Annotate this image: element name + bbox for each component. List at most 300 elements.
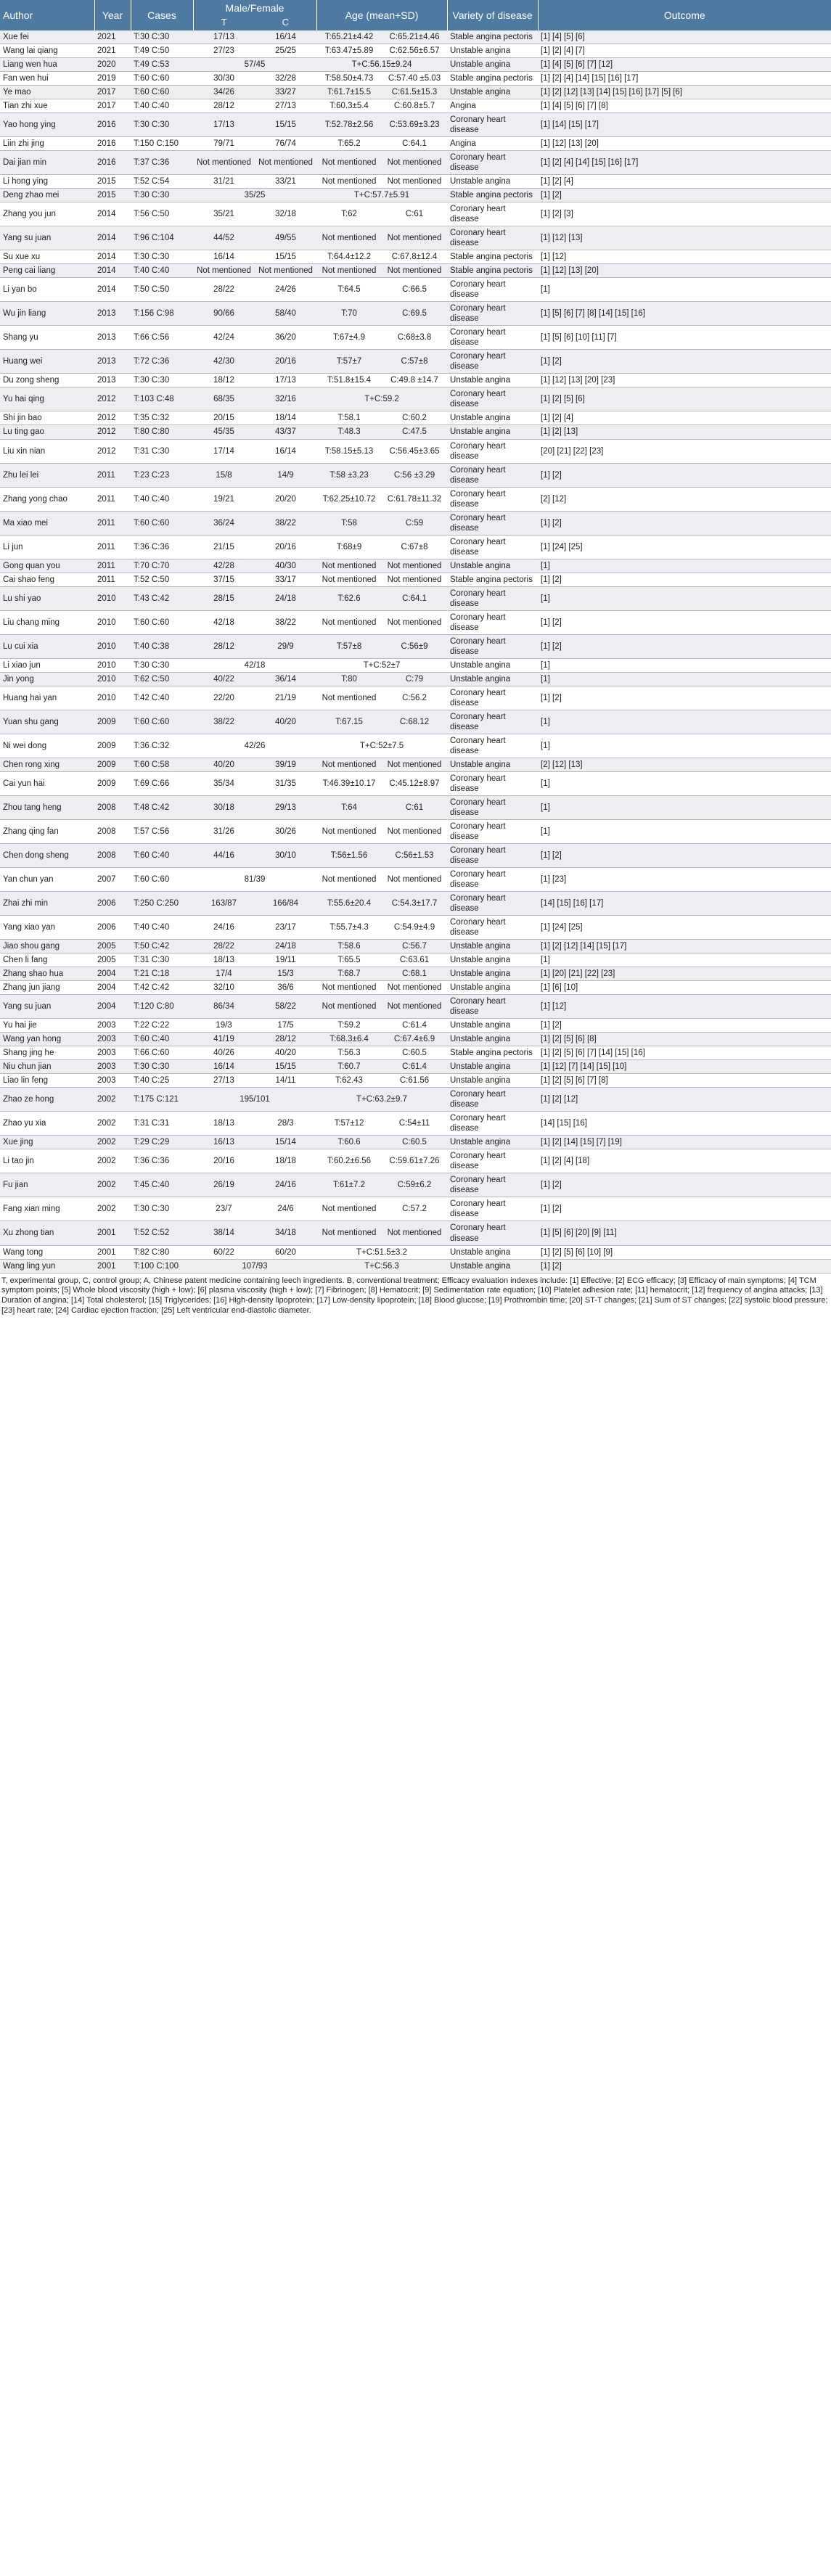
cell-variety: Unstable angina	[447, 658, 538, 672]
cell-age: T+C:63.2±9.7	[316, 1088, 447, 1112]
table-row	[0, 175, 831, 189]
cell-age-t: T:64	[316, 795, 382, 819]
cell-male-female-c: 28/3	[255, 1112, 316, 1136]
cell-cases: T:103 C:48	[131, 387, 193, 411]
cell-male-female-t: 41/19	[193, 1033, 255, 1046]
cell-age-c: C:79	[382, 672, 447, 686]
cell-male-female-t: 17/4	[193, 967, 255, 981]
cell-male-female-t: 19/21	[193, 487, 255, 511]
cell-year: 2020	[94, 58, 131, 72]
cell-author: Wang tong	[0, 1245, 94, 1259]
cell-male-female-t: 45/35	[193, 425, 255, 439]
cell-variety: Coronary heart disease	[447, 586, 538, 610]
cell-variety: Stable angina pectoris	[447, 30, 538, 44]
cell-cases: T:30 C:30	[131, 113, 193, 137]
cell-age-t: T:63.47±5.89	[316, 44, 382, 58]
cell-cases: T:52 C:50	[131, 573, 193, 586]
cell-author: Yang su juan	[0, 226, 94, 250]
cell-outcome: [1] [2]	[538, 189, 831, 202]
cell-variety: Unstable angina	[447, 967, 538, 981]
cell-cases: T:36 C:32	[131, 734, 193, 758]
cell-year: 2007	[94, 868, 131, 892]
cell-cases: T:100 C:100	[131, 1259, 193, 1273]
cell-age-c: C:60.5	[382, 1046, 447, 1060]
cell-year: 2012	[94, 425, 131, 439]
cell-author: Tian zhi xue	[0, 99, 94, 113]
cell-cases: T:36 C:36	[131, 535, 193, 559]
cell-author: Li tao jin	[0, 1149, 94, 1173]
cell-outcome: [1]	[538, 559, 831, 573]
cell-male-female-t: Not mentioned	[193, 264, 255, 278]
cell-male-female-t: 27/23	[193, 44, 255, 58]
cell-age-c: Not mentioned	[382, 226, 447, 250]
cell-age-t: T:62	[316, 202, 382, 226]
cell-male-female-t: 16/14	[193, 1060, 255, 1074]
cell-male-female-t: Not mentioned	[193, 151, 255, 175]
cell-year: 2002	[94, 1197, 131, 1221]
cell-age-c: C:57.2	[382, 1197, 447, 1221]
table-row	[0, 1046, 831, 1060]
table-row	[0, 58, 831, 72]
cell-cases: T:66 C:56	[131, 326, 193, 350]
cell-author: Liao lin feng	[0, 1074, 94, 1088]
cell-age-c: C:56 ±3.29	[382, 463, 447, 487]
cell-year: 2010	[94, 610, 131, 634]
cell-author: Niu chun jian	[0, 1060, 94, 1074]
cell-age-t: Not mentioned	[316, 995, 382, 1019]
cell-variety: Coronary heart disease	[447, 439, 538, 463]
cell-male-female-t: 79/71	[193, 137, 255, 151]
cell-variety: Unstable angina	[447, 953, 538, 967]
cell-male-female-t: 35/34	[193, 771, 255, 795]
cell-male-female-c: 32/16	[255, 387, 316, 411]
table-row	[0, 350, 831, 374]
header-sex-c: C	[255, 16, 316, 30]
cell-author: Chen rong xing	[0, 758, 94, 771]
table-row	[0, 819, 831, 843]
cell-cases: T:30 C:30	[131, 1060, 193, 1074]
table-row	[0, 795, 831, 819]
table-footnote: T, experimental group, C, control group; A, Chinese patent medicine containing leech ingredients. B, conventional treatment; Efficacy evaluation indexes include: [1] Effective; [2] ECG efficacy; [3] Efficacy of main symptoms; [4] TCM symptom points; [5] Whole blood viscosity (high + low); [6] plasma viscosity (high + low); [7] Fibrinogen; [8] Hematocrit; [9] Sedimentation rate equation; [10] Platelet adhesion rate; [11] hematocrit; [12] frequency of angina attacks; [13] Duration of angina; [14] Total cholesterol; [15] Triglycerides; [16] High-density lipoprotein; [17] Low-density lipoprotein; [18] Blood glucose; [19] Prothrombin time; [20] ST-T changes; [21] Sum of ST changes; [22] systolic blood pressure; [23] heart rate; [24] Cardiac ejection fraction; [25] Left ventricular end-diastolic diameter.	[1, 1276, 828, 1315]
cell-variety: Stable angina pectoris	[447, 189, 538, 202]
cell-outcome: [1]	[538, 586, 831, 610]
cell-variety: Stable angina pectoris	[447, 250, 538, 264]
cell-male-female-t: 16/14	[193, 250, 255, 264]
cell-age: T+C:52±7	[316, 658, 447, 672]
cell-age: T+C:57.7±5.91	[316, 189, 447, 202]
cell-age-t: T:48.3	[316, 425, 382, 439]
cell-age-c: C:59	[382, 511, 447, 535]
table-row	[0, 672, 831, 686]
table-row	[0, 463, 831, 487]
cell-variety: Unstable angina	[447, 58, 538, 72]
cell-year: 2003	[94, 1046, 131, 1060]
cell-cases: T:22 C:22	[131, 1019, 193, 1033]
cell-cases: T:35 C:32	[131, 411, 193, 425]
cell-age-t: Not mentioned	[316, 610, 382, 634]
cell-outcome: [1] [12] [13] [20]	[538, 264, 831, 278]
cell-male-female: 35/25	[193, 189, 316, 202]
cell-outcome: [1] [2]	[538, 844, 831, 868]
cell-cases: T:66 C:60	[131, 1046, 193, 1060]
cell-male-female-t: 19/3	[193, 1019, 255, 1033]
cell-variety: Unstable angina	[447, 44, 538, 58]
table-row	[0, 1197, 831, 1221]
cell-age-c: Not mentioned	[382, 981, 447, 995]
cell-outcome: [1] [2]	[538, 573, 831, 586]
cell-author: Su xue xu	[0, 250, 94, 264]
cell-outcome: [1] [4] [5] [6] [7] [8]	[538, 99, 831, 113]
cell-outcome: [1] [2]	[538, 610, 831, 634]
table-row	[0, 610, 831, 634]
cell-age-c: C:65.21±4.46	[382, 30, 447, 44]
table-row	[0, 1019, 831, 1033]
cell-year: 2014	[94, 264, 131, 278]
cell-year: 2003	[94, 1019, 131, 1033]
cell-age-c: C:67.8±12.4	[382, 250, 447, 264]
cell-male-female-c: 24/18	[255, 586, 316, 610]
cell-outcome: [1] [5] [6] [10] [11] [7]	[538, 326, 831, 350]
cell-age-c: C:47.5	[382, 425, 447, 439]
cell-variety: Coronary heart disease	[447, 995, 538, 1019]
table-row	[0, 1088, 831, 1112]
cell-variety: Stable angina pectoris	[447, 264, 538, 278]
cell-year: 2001	[94, 1259, 131, 1273]
cell-age-t: Not mentioned	[316, 226, 382, 250]
cell-variety: Unstable angina	[447, 411, 538, 425]
cell-cases: T:62 C:50	[131, 672, 193, 686]
cell-age-t: T:55.7±4.3	[316, 916, 382, 940]
cell-male-female-c: 20/16	[255, 535, 316, 559]
table-row	[0, 1074, 831, 1088]
table-row	[0, 226, 831, 250]
cell-outcome: [1] [2] [5] [6] [7] [14] [15] [16]	[538, 1046, 831, 1060]
cell-male-female: 107/93	[193, 1259, 316, 1273]
cell-year: 2003	[94, 1033, 131, 1046]
cell-male-female-t: 38/22	[193, 710, 255, 734]
cell-outcome: [1] [2]	[538, 1259, 831, 1273]
cell-cases: T:60 C:60	[131, 610, 193, 634]
cell-author: Wang yan hong	[0, 1033, 94, 1046]
cell-age-t: T:52.78±2.56	[316, 113, 382, 137]
cell-male-female-t: 26/19	[193, 1173, 255, 1197]
cell-author: Cai shao feng	[0, 573, 94, 586]
cell-male-female-c: 33/21	[255, 175, 316, 189]
cell-male-female-c: 27/13	[255, 99, 316, 113]
cell-male-female-t: 163/87	[193, 892, 255, 916]
cell-variety: Coronary heart disease	[447, 1149, 538, 1173]
cell-cases: T:43 C:42	[131, 586, 193, 610]
cell-age-t: T:56.3	[316, 1046, 382, 1060]
cell-year: 2008	[94, 844, 131, 868]
cell-age-t: T:60.6	[316, 1136, 382, 1149]
cell-variety: Unstable angina	[447, 672, 538, 686]
cell-male-female-t: 18/13	[193, 953, 255, 967]
cell-age-t: Not mentioned	[316, 981, 382, 995]
cell-variety: Unstable angina	[447, 86, 538, 99]
cell-year: 2014	[94, 250, 131, 264]
table-row	[0, 710, 831, 734]
cell-author: Zhang yong chao	[0, 487, 94, 511]
table-row	[0, 771, 831, 795]
cell-cases: T:29 C:29	[131, 1136, 193, 1149]
cell-age-c: C:61.4	[382, 1019, 447, 1033]
cell-outcome: [1] [6] [10]	[538, 981, 831, 995]
cell-male-female-c: Not mentioned	[255, 264, 316, 278]
cell-age-c: C:56.7	[382, 940, 447, 953]
cell-author: Lu ting gao	[0, 425, 94, 439]
cell-variety: Unstable angina	[447, 981, 538, 995]
cell-outcome: [1]	[538, 278, 831, 302]
cell-age-t: T:67±4.9	[316, 326, 382, 350]
cell-cases: T:48 C:42	[131, 795, 193, 819]
cell-outcome: [1] [12]	[538, 250, 831, 264]
cell-outcome: [1] [4] [5] [6] [7] [12]	[538, 58, 831, 72]
cell-outcome: [1]	[538, 953, 831, 967]
cell-male-female-c: 166/84	[255, 892, 316, 916]
cell-age-c: C:60.2	[382, 411, 447, 425]
cell-year: 2009	[94, 734, 131, 758]
cell-age-c: C:64.1	[382, 586, 447, 610]
cell-age-c: C:64.1	[382, 137, 447, 151]
cell-male-female-c: 15/14	[255, 1136, 316, 1149]
table-row	[0, 250, 831, 264]
cell-variety: Coronary heart disease	[447, 1088, 538, 1112]
cell-variety: Coronary heart disease	[447, 113, 538, 137]
cell-outcome: [1]	[538, 734, 831, 758]
cell-year: 2004	[94, 995, 131, 1019]
cell-cases: T:72 C:36	[131, 350, 193, 374]
cell-age-c: C:54.9±4.9	[382, 916, 447, 940]
cell-age-t: T:58.1	[316, 411, 382, 425]
cell-male-female-c: 15/15	[255, 250, 316, 264]
cell-male-female-c: 30/26	[255, 819, 316, 843]
cell-variety: Unstable angina	[447, 940, 538, 953]
cell-author: Lu shi yao	[0, 586, 94, 610]
cell-year: 2005	[94, 953, 131, 967]
cell-author: Ma xiao mei	[0, 511, 94, 535]
cell-male-female-c: 24/26	[255, 278, 316, 302]
table-row	[0, 1221, 831, 1245]
cell-male-female-t: 23/7	[193, 1197, 255, 1221]
cell-outcome: [1] [2] [14] [15] [7] [19]	[538, 1136, 831, 1149]
cell-male-female-c: 32/28	[255, 72, 316, 86]
cell-author: Wang lai qiang	[0, 44, 94, 58]
cell-author: Xue jing	[0, 1136, 94, 1149]
cell-age-t: Not mentioned	[316, 151, 382, 175]
cell-cases: T:50 C:50	[131, 278, 193, 302]
cell-outcome: [1] [12] [13] [20]	[538, 137, 831, 151]
cell-age-t: T:58	[316, 511, 382, 535]
cell-cases: T:52 C:52	[131, 1221, 193, 1245]
cell-variety: Unstable angina	[447, 1074, 538, 1088]
cell-age-c: Not mentioned	[382, 819, 447, 843]
cell-male-female-t: 30/18	[193, 795, 255, 819]
cell-age-c: C:63.61	[382, 953, 447, 967]
cell-age-t: Not mentioned	[316, 175, 382, 189]
cell-year: 2017	[94, 99, 131, 113]
cell-year: 2011	[94, 559, 131, 573]
cell-year: 2002	[94, 1088, 131, 1112]
cell-male-female-c: 21/19	[255, 686, 316, 710]
cell-cases: T:120 C:80	[131, 995, 193, 1019]
cell-outcome: [1] [14] [15] [17]	[538, 113, 831, 137]
cell-age-t: T:58 ±3.23	[316, 463, 382, 487]
table-row	[0, 686, 831, 710]
cell-male-female-t: 42/28	[193, 559, 255, 573]
cell-variety: Coronary heart disease	[447, 1221, 538, 1245]
cell-cases: T:37 C:36	[131, 151, 193, 175]
cell-cases: T:40 C:25	[131, 1074, 193, 1088]
cell-male-female-t: 28/12	[193, 634, 255, 658]
cell-male-female-t: 15/8	[193, 463, 255, 487]
studies-table	[0, 0, 831, 1273]
cell-year: 2013	[94, 350, 131, 374]
cell-male-female-t: 42/30	[193, 350, 255, 374]
cell-author: Du zong sheng	[0, 374, 94, 387]
cell-male-female-c: 20/20	[255, 487, 316, 511]
cell-male-female-t: 37/15	[193, 573, 255, 586]
cell-variety: Stable angina pectoris	[447, 573, 538, 586]
cell-male-female-t: 27/13	[193, 1074, 255, 1088]
cell-author: Liang wen hua	[0, 58, 94, 72]
cell-cases: T:49 C:50	[131, 44, 193, 58]
table-row	[0, 326, 831, 350]
cell-year: 2009	[94, 710, 131, 734]
cell-author: Zhang shao hua	[0, 967, 94, 981]
cell-cases: T:49 C:53	[131, 58, 193, 72]
cell-age-t: T:56±1.56	[316, 844, 382, 868]
cell-variety: Angina	[447, 99, 538, 113]
cell-age-c: C:67±8	[382, 535, 447, 559]
table-body	[0, 30, 831, 1273]
cell-author: Zhou tang heng	[0, 795, 94, 819]
table-row	[0, 72, 831, 86]
cell-male-female-c: 40/20	[255, 1046, 316, 1060]
cell-author: Zhai zhi min	[0, 892, 94, 916]
cell-year: 2015	[94, 175, 131, 189]
header-age: Age (mean+SD)	[316, 0, 447, 30]
cell-male-female: 81/39	[193, 868, 316, 892]
table-row	[0, 151, 831, 175]
cell-outcome: [1]	[538, 658, 831, 672]
cell-age-c: C:56±9	[382, 634, 447, 658]
cell-male-female-c: 40/20	[255, 710, 316, 734]
cell-age-t: T:58.15±5.13	[316, 439, 382, 463]
cell-age-c: C:56.2	[382, 686, 447, 710]
cell-age-c: C:57.40 ±5.03	[382, 72, 447, 86]
cell-variety: Unstable angina	[447, 374, 538, 387]
cell-age-c: C:67.4±6.9	[382, 1033, 447, 1046]
cell-cases: T:30 C:30	[131, 250, 193, 264]
cell-cases: T:50 C:42	[131, 940, 193, 953]
cell-age-t: T:57±12	[316, 1112, 382, 1136]
cell-cases: T:156 C:98	[131, 302, 193, 326]
cell-cases: T:60 C:40	[131, 844, 193, 868]
cell-male-female-c: 15/15	[255, 1060, 316, 1074]
cell-outcome: [1] [23]	[538, 868, 831, 892]
table-row	[0, 940, 831, 953]
cell-age-c: C:61.4	[382, 1060, 447, 1074]
cell-outcome: [1] [2]	[538, 511, 831, 535]
table-row	[0, 758, 831, 771]
cell-cases: T:82 C:80	[131, 1245, 193, 1259]
cell-male-female-c: 38/22	[255, 511, 316, 535]
cell-variety: Unstable angina	[447, 1033, 538, 1046]
table-row	[0, 44, 831, 58]
cell-age-c: Not mentioned	[382, 559, 447, 573]
cell-variety: Coronary heart disease	[447, 511, 538, 535]
cell-cases: T:80 C:80	[131, 425, 193, 439]
cell-outcome: [1]	[538, 771, 831, 795]
cell-outcome: [1] [5] [6] [7] [8] [14] [15] [16]	[538, 302, 831, 326]
cell-author: Liu chang ming	[0, 610, 94, 634]
cell-age-c: Not mentioned	[382, 868, 447, 892]
table-row	[0, 487, 831, 511]
table-row	[0, 1149, 831, 1173]
cell-male-female-t: 31/26	[193, 819, 255, 843]
cell-outcome: [1] [2] [3]	[538, 202, 831, 226]
cell-year: 2010	[94, 686, 131, 710]
cell-outcome: [1] [12] [13] [20] [23]	[538, 374, 831, 387]
cell-male-female-c: 23/17	[255, 916, 316, 940]
cell-age-c: C:45.12±8.97	[382, 771, 447, 795]
cell-age-t: T:61.7±15.5	[316, 86, 382, 99]
cell-cases: T:30 C:30	[131, 1197, 193, 1221]
cell-age: T+C:52±7.5	[316, 734, 447, 758]
cell-male-female-c: 14/9	[255, 463, 316, 487]
table-row	[0, 439, 831, 463]
cell-author: Gong quan you	[0, 559, 94, 573]
cell-age-c: C:61.56	[382, 1074, 447, 1088]
cell-variety: Stable angina pectoris	[447, 72, 538, 86]
cell-cases: T:21 C:18	[131, 967, 193, 981]
table-row	[0, 99, 831, 113]
cell-year: 2021	[94, 30, 131, 44]
table-row	[0, 30, 831, 44]
cell-male-female-c: 30/10	[255, 844, 316, 868]
cell-age-c: Not mentioned	[382, 264, 447, 278]
cell-variety: Coronary heart disease	[447, 226, 538, 250]
cell-age-t: T:51.8±15.4	[316, 374, 382, 387]
cell-year: 2016	[94, 137, 131, 151]
cell-male-female-t: 44/16	[193, 844, 255, 868]
cell-age-c: C:68.12	[382, 710, 447, 734]
cell-age-c: C:54±11	[382, 1112, 447, 1136]
cell-male-female-c: 18/18	[255, 1149, 316, 1173]
cell-male-female-c: 16/14	[255, 30, 316, 44]
table-row	[0, 535, 831, 559]
cell-outcome: [1] [12] [13]	[538, 226, 831, 250]
cell-male-female-c: 36/20	[255, 326, 316, 350]
table-row	[0, 868, 831, 892]
cell-male-female-c: 15/15	[255, 113, 316, 137]
cell-cases: T:60 C:60	[131, 86, 193, 99]
cell-author: Fu jian	[0, 1173, 94, 1197]
cell-outcome: [1] [2]	[538, 686, 831, 710]
cell-variety: Coronary heart disease	[447, 302, 538, 326]
cell-male-female-t: 40/20	[193, 758, 255, 771]
cell-cases: T:42 C:42	[131, 981, 193, 995]
cell-variety: Coronary heart disease	[447, 151, 538, 175]
cell-outcome: [1] [2] [12]	[538, 1088, 831, 1112]
cell-author: Xue fei	[0, 30, 94, 44]
cell-outcome: [1]	[538, 795, 831, 819]
cell-author: Zhang you jun	[0, 202, 94, 226]
cell-year: 2011	[94, 511, 131, 535]
cell-male-female-t: 34/26	[193, 86, 255, 99]
table-row	[0, 1245, 831, 1259]
